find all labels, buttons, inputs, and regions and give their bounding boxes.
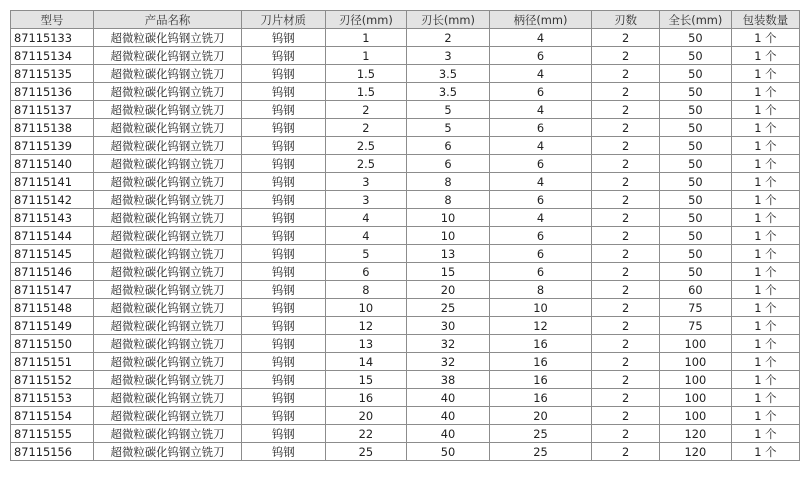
cell-flute-count: 2 [592, 317, 660, 335]
cell-cutting-diameter: 1 [325, 47, 407, 65]
cell-overall-length: 50 [660, 191, 732, 209]
cell-product-name: 超微粒碳化钨钢立铣刀 [94, 101, 242, 119]
cell-package-quantity: 1 个 [731, 263, 799, 281]
cell-model: 87115153 [11, 389, 94, 407]
cell-overall-length: 50 [660, 227, 732, 245]
cell-model: 87115150 [11, 335, 94, 353]
cell-shank-diameter: 25 [489, 425, 591, 443]
table-row [11, 425, 800, 443]
cell-model: 87115151 [11, 353, 94, 371]
cell-cutting-length: 32 [407, 335, 490, 353]
cell-overall-length: 50 [660, 245, 732, 263]
cell-cutting-diameter: 8 [325, 281, 407, 299]
cell-package-quantity: 1 个 [731, 47, 799, 65]
table-row [11, 407, 800, 425]
cell-package-quantity: 1 个 [731, 227, 799, 245]
table-row [11, 299, 800, 317]
cell-model: 87115146 [11, 263, 94, 281]
column-header-product-name: 产品名称 [94, 11, 242, 29]
cell-cutting-length: 20 [407, 281, 490, 299]
table-row [11, 317, 800, 335]
cell-blade-material: 钨钢 [242, 245, 326, 263]
cell-shank-diameter: 16 [489, 389, 591, 407]
cell-overall-length: 100 [660, 335, 732, 353]
cell-package-quantity: 1 个 [731, 425, 799, 443]
cell-product-name: 超微粒碳化钨钢立铣刀 [94, 299, 242, 317]
cell-model: 87115142 [11, 191, 94, 209]
table-row [11, 389, 800, 407]
cell-shank-diameter: 4 [489, 29, 591, 47]
cell-flute-count: 2 [592, 83, 660, 101]
table-row [11, 227, 800, 245]
cell-product-name: 超微粒碳化钨钢立铣刀 [94, 263, 242, 281]
cell-cutting-length: 40 [407, 389, 490, 407]
cell-overall-length: 50 [660, 101, 732, 119]
cell-blade-material: 钨钢 [242, 443, 326, 461]
cell-flute-count: 2 [592, 389, 660, 407]
table-body [11, 29, 800, 461]
cell-cutting-diameter: 2.5 [325, 137, 407, 155]
column-header-flute-count: 刃数 [592, 11, 660, 29]
cell-overall-length: 50 [660, 155, 732, 173]
cell-cutting-diameter: 15 [325, 371, 407, 389]
cell-flute-count: 2 [592, 281, 660, 299]
cell-blade-material: 钨钢 [242, 137, 326, 155]
cell-shank-diameter: 4 [489, 209, 591, 227]
table-row [11, 155, 800, 173]
cell-product-name: 超微粒碳化钨钢立铣刀 [94, 407, 242, 425]
cell-model: 87115144 [11, 227, 94, 245]
cell-shank-diameter: 6 [489, 227, 591, 245]
cell-cutting-diameter: 4 [325, 209, 407, 227]
cell-cutting-diameter: 1.5 [325, 83, 407, 101]
cell-product-name: 超微粒碳化钨钢立铣刀 [94, 119, 242, 137]
cell-cutting-diameter: 20 [325, 407, 407, 425]
column-header-model: 型号 [11, 11, 94, 29]
cell-blade-material: 钨钢 [242, 425, 326, 443]
cell-cutting-length: 8 [407, 173, 490, 191]
cell-shank-diameter: 4 [489, 137, 591, 155]
cell-blade-material: 钨钢 [242, 47, 326, 65]
cell-flute-count: 2 [592, 29, 660, 47]
cell-flute-count: 2 [592, 137, 660, 155]
cell-overall-length: 100 [660, 407, 732, 425]
cell-product-name: 超微粒碳化钨钢立铣刀 [94, 191, 242, 209]
cell-package-quantity: 1 个 [731, 281, 799, 299]
cell-package-quantity: 1 个 [731, 335, 799, 353]
cell-cutting-diameter: 5 [325, 245, 407, 263]
cell-product-name: 超微粒碳化钨钢立铣刀 [94, 245, 242, 263]
table-row [11, 65, 800, 83]
cell-blade-material: 钨钢 [242, 83, 326, 101]
cell-overall-length: 60 [660, 281, 732, 299]
cell-blade-material: 钨钢 [242, 155, 326, 173]
cell-flute-count: 2 [592, 173, 660, 191]
cell-product-name: 超微粒碳化钨钢立铣刀 [94, 389, 242, 407]
cell-product-name: 超微粒碳化钨钢立铣刀 [94, 47, 242, 65]
cell-model: 87115134 [11, 47, 94, 65]
cell-overall-length: 100 [660, 389, 732, 407]
cell-shank-diameter: 6 [489, 83, 591, 101]
cell-blade-material: 钨钢 [242, 65, 326, 83]
cell-cutting-diameter: 14 [325, 353, 407, 371]
cell-blade-material: 钨钢 [242, 263, 326, 281]
table-row [11, 119, 800, 137]
cell-package-quantity: 1 个 [731, 137, 799, 155]
cell-shank-diameter: 16 [489, 353, 591, 371]
table-row [11, 335, 800, 353]
cell-product-name: 超微粒碳化钨钢立铣刀 [94, 353, 242, 371]
cell-product-name: 超微粒碳化钨钢立铣刀 [94, 335, 242, 353]
column-header-blade-material: 刀片材质 [242, 11, 326, 29]
cell-blade-material: 钨钢 [242, 371, 326, 389]
cell-blade-material: 钨钢 [242, 317, 326, 335]
cell-shank-diameter: 6 [489, 155, 591, 173]
cell-flute-count: 2 [592, 209, 660, 227]
cell-product-name: 超微粒碳化钨钢立铣刀 [94, 155, 242, 173]
cell-shank-diameter: 16 [489, 371, 591, 389]
cell-blade-material: 钨钢 [242, 101, 326, 119]
cell-cutting-diameter: 6 [325, 263, 407, 281]
cell-cutting-length: 32 [407, 353, 490, 371]
cell-package-quantity: 1 个 [731, 407, 799, 425]
cell-flute-count: 2 [592, 155, 660, 173]
cell-cutting-length: 6 [407, 137, 490, 155]
table-header [11, 11, 800, 29]
cell-package-quantity: 1 个 [731, 65, 799, 83]
table-row [11, 263, 800, 281]
cell-package-quantity: 1 个 [731, 371, 799, 389]
cell-model: 87115133 [11, 29, 94, 47]
cell-model: 87115145 [11, 245, 94, 263]
column-header-cutting-length: 刃长(mm) [407, 11, 490, 29]
cell-package-quantity: 1 个 [731, 191, 799, 209]
cell-shank-diameter: 6 [489, 263, 591, 281]
cell-cutting-length: 38 [407, 371, 490, 389]
cell-overall-length: 50 [660, 29, 732, 47]
cell-cutting-length: 3 [407, 47, 490, 65]
cell-overall-length: 120 [660, 443, 732, 461]
cell-cutting-diameter: 1 [325, 29, 407, 47]
cell-shank-diameter: 8 [489, 281, 591, 299]
cell-cutting-length: 6 [407, 155, 490, 173]
cell-model: 87115139 [11, 137, 94, 155]
cell-package-quantity: 1 个 [731, 443, 799, 461]
cell-cutting-length: 2 [407, 29, 490, 47]
cell-shank-diameter: 6 [489, 245, 591, 263]
cell-blade-material: 钨钢 [242, 227, 326, 245]
cell-overall-length: 50 [660, 47, 732, 65]
cell-model: 87115155 [11, 425, 94, 443]
cell-model: 87115140 [11, 155, 94, 173]
cell-overall-length: 50 [660, 137, 732, 155]
cell-cutting-length: 10 [407, 209, 490, 227]
cell-overall-length: 50 [660, 263, 732, 281]
cell-product-name: 超微粒碳化钨钢立铣刀 [94, 137, 242, 155]
cell-cutting-length: 13 [407, 245, 490, 263]
column-header-cutting-diameter: 刃径(mm) [325, 11, 407, 29]
header-row [11, 11, 800, 29]
cell-cutting-diameter: 25 [325, 443, 407, 461]
cell-cutting-diameter: 3 [325, 173, 407, 191]
cell-overall-length: 100 [660, 371, 732, 389]
cell-cutting-length: 10 [407, 227, 490, 245]
table-row [11, 47, 800, 65]
cell-model: 87115143 [11, 209, 94, 227]
cell-model: 87115149 [11, 317, 94, 335]
cell-overall-length: 100 [660, 353, 732, 371]
cell-flute-count: 2 [592, 245, 660, 263]
cell-product-name: 超微粒碳化钨钢立铣刀 [94, 317, 242, 335]
cell-shank-diameter: 6 [489, 47, 591, 65]
cell-overall-length: 50 [660, 65, 732, 83]
cell-blade-material: 钨钢 [242, 335, 326, 353]
cell-flute-count: 2 [592, 299, 660, 317]
cell-cutting-diameter: 3 [325, 191, 407, 209]
cell-blade-material: 钨钢 [242, 29, 326, 47]
cell-flute-count: 2 [592, 263, 660, 281]
cell-model: 87115136 [11, 83, 94, 101]
cell-model: 87115138 [11, 119, 94, 137]
cell-overall-length: 75 [660, 317, 732, 335]
cell-model: 87115147 [11, 281, 94, 299]
cell-product-name: 超微粒碳化钨钢立铣刀 [94, 227, 242, 245]
cell-shank-diameter: 4 [489, 65, 591, 83]
table-row [11, 137, 800, 155]
table-row [11, 443, 800, 461]
cell-product-name: 超微粒碳化钨钢立铣刀 [94, 443, 242, 461]
cell-cutting-diameter: 10 [325, 299, 407, 317]
cell-blade-material: 钨钢 [242, 407, 326, 425]
cell-shank-diameter: 4 [489, 173, 591, 191]
cell-shank-diameter: 6 [489, 191, 591, 209]
cell-cutting-diameter: 13 [325, 335, 407, 353]
cell-package-quantity: 1 个 [731, 353, 799, 371]
cell-cutting-length: 50 [407, 443, 490, 461]
cell-cutting-length: 40 [407, 407, 490, 425]
cell-shank-diameter: 12 [489, 317, 591, 335]
cell-overall-length: 50 [660, 209, 732, 227]
cell-flute-count: 2 [592, 227, 660, 245]
cell-overall-length: 120 [660, 425, 732, 443]
cell-flute-count: 2 [592, 353, 660, 371]
cell-product-name: 超微粒碳化钨钢立铣刀 [94, 83, 242, 101]
cell-cutting-diameter: 22 [325, 425, 407, 443]
cell-blade-material: 钨钢 [242, 353, 326, 371]
cell-blade-material: 钨钢 [242, 191, 326, 209]
cell-blade-material: 钨钢 [242, 209, 326, 227]
cell-package-quantity: 1 个 [731, 209, 799, 227]
cell-cutting-diameter: 12 [325, 317, 407, 335]
table-row [11, 29, 800, 47]
cell-package-quantity: 1 个 [731, 155, 799, 173]
cell-package-quantity: 1 个 [731, 299, 799, 317]
cell-package-quantity: 1 个 [731, 173, 799, 191]
cell-package-quantity: 1 个 [731, 317, 799, 335]
cell-cutting-length: 5 [407, 119, 490, 137]
column-header-package-quantity: 包装数量 [731, 11, 799, 29]
cell-package-quantity: 1 个 [731, 119, 799, 137]
cell-flute-count: 2 [592, 371, 660, 389]
cell-flute-count: 2 [592, 407, 660, 425]
cell-model: 87115156 [11, 443, 94, 461]
cell-product-name: 超微粒碳化钨钢立铣刀 [94, 29, 242, 47]
table-row [11, 83, 800, 101]
table-row [11, 281, 800, 299]
table-row [11, 101, 800, 119]
cell-cutting-diameter: 16 [325, 389, 407, 407]
cell-product-name: 超微粒碳化钨钢立铣刀 [94, 371, 242, 389]
cell-cutting-diameter: 1.5 [325, 65, 407, 83]
table-row [11, 353, 800, 371]
cell-cutting-diameter: 4 [325, 227, 407, 245]
cell-product-name: 超微粒碳化钨钢立铣刀 [94, 209, 242, 227]
cell-shank-diameter: 10 [489, 299, 591, 317]
cell-cutting-length: 30 [407, 317, 490, 335]
cell-model: 87115148 [11, 299, 94, 317]
cell-overall-length: 50 [660, 83, 732, 101]
cell-blade-material: 钨钢 [242, 299, 326, 317]
cell-flute-count: 2 [592, 335, 660, 353]
cell-model: 87115135 [11, 65, 94, 83]
cell-flute-count: 2 [592, 47, 660, 65]
cell-product-name: 超微粒碳化钨钢立铣刀 [94, 173, 242, 191]
column-header-overall-length: 全长(mm) [660, 11, 732, 29]
cell-flute-count: 2 [592, 65, 660, 83]
table-row [11, 209, 800, 227]
cell-shank-diameter: 20 [489, 407, 591, 425]
cell-blade-material: 钨钢 [242, 119, 326, 137]
cell-overall-length: 50 [660, 119, 732, 137]
cell-shank-diameter: 4 [489, 101, 591, 119]
table-row [11, 173, 800, 191]
cell-model: 87115141 [11, 173, 94, 191]
table-row [11, 371, 800, 389]
cell-cutting-length: 3.5 [407, 65, 490, 83]
cell-cutting-length: 40 [407, 425, 490, 443]
cell-blade-material: 钨钢 [242, 389, 326, 407]
cell-product-name: 超微粒碳化钨钢立铣刀 [94, 65, 242, 83]
cell-package-quantity: 1 个 [731, 389, 799, 407]
table-row [11, 191, 800, 209]
cell-package-quantity: 1 个 [731, 245, 799, 263]
cell-product-name: 超微粒碳化钨钢立铣刀 [94, 281, 242, 299]
cell-cutting-diameter: 2 [325, 101, 407, 119]
cell-flute-count: 2 [592, 443, 660, 461]
cell-flute-count: 2 [592, 101, 660, 119]
column-header-shank-diameter: 柄径(mm) [489, 11, 591, 29]
cell-overall-length: 75 [660, 299, 732, 317]
cell-package-quantity: 1 个 [731, 101, 799, 119]
cell-shank-diameter: 25 [489, 443, 591, 461]
product-spec-table [10, 10, 800, 461]
cell-shank-diameter: 16 [489, 335, 591, 353]
cell-flute-count: 2 [592, 119, 660, 137]
table-row [11, 245, 800, 263]
cell-model: 87115137 [11, 101, 94, 119]
cell-overall-length: 50 [660, 173, 732, 191]
cell-flute-count: 2 [592, 191, 660, 209]
cell-cutting-diameter: 2.5 [325, 155, 407, 173]
cell-flute-count: 2 [592, 425, 660, 443]
cell-cutting-diameter: 2 [325, 119, 407, 137]
cell-cutting-length: 5 [407, 101, 490, 119]
cell-cutting-length: 8 [407, 191, 490, 209]
cell-cutting-length: 15 [407, 263, 490, 281]
cell-model: 87115154 [11, 407, 94, 425]
cell-cutting-length: 3.5 [407, 83, 490, 101]
cell-package-quantity: 1 个 [731, 83, 799, 101]
cell-package-quantity: 1 个 [731, 29, 799, 47]
cell-shank-diameter: 6 [489, 119, 591, 137]
cell-product-name: 超微粒碳化钨钢立铣刀 [94, 425, 242, 443]
cell-model: 87115152 [11, 371, 94, 389]
cell-blade-material: 钨钢 [242, 173, 326, 191]
cell-cutting-length: 25 [407, 299, 490, 317]
cell-blade-material: 钨钢 [242, 281, 326, 299]
